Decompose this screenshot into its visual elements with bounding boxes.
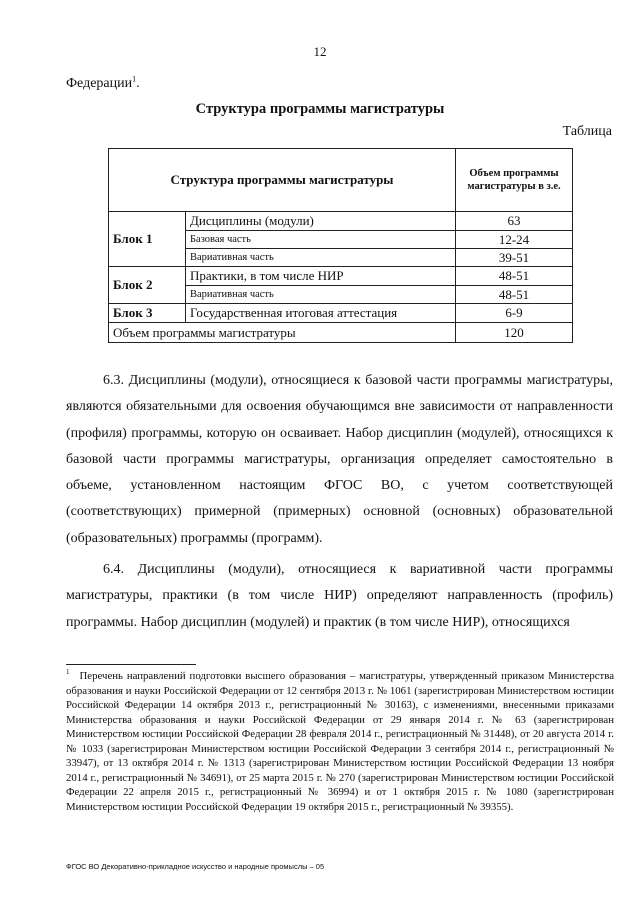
footnote-number: 1 [66,668,70,677]
footnote [66,669,614,814]
continuation-tail: . [136,76,140,91]
header-volume: Объем программы магистратуры в з.е. [456,149,573,212]
row-name: Дисциплины (модули) [186,212,456,231]
table-caption: Таблица [562,124,612,139]
row-name: Вариативная часть [186,249,456,267]
row-value: 63 [456,212,573,231]
row-value: 6-9 [456,304,573,323]
row-value: 48-51 [456,286,573,304]
row-name: Государственная итоговая аттестация [186,304,456,323]
block-label: Блок 1 [109,212,186,267]
table-header-row [109,149,573,212]
block-label: Блок 3 [109,304,186,323]
table-row [109,267,573,286]
section-title: Структура программы магистратуры [195,101,445,117]
body-text [66,368,613,641]
total-value: 120 [456,323,573,343]
paragraph-6-4: 6.4. Дисциплины (модули), относящиеся к вариативной части программы магистратуры, практики (в том числе НИР) определяют направленность (профиль) программы. Набор дисциплин (модулей) и практик (в том числе НИР), относящихся [66,562,613,630]
continuation-text: Федерации [66,76,133,91]
table-total-row [109,323,573,343]
continuation-line [66,76,140,92]
page-number: 12 [313,44,327,59]
program-structure-table [108,148,573,343]
table-row [109,212,573,231]
paragraph-6-3: 6.3. Дисциплины (модули), относящиеся к базовой части программы магистратуры, являются обязательными для освоения обучающимся вне зависимости от направленности (профиля) программы, которую он осваивает. Набор дисциплин (модулей), относящихся к базовой части программы магистратуры, организация определяет самостоятельно в объеме, установленном настоящим ФГОС ВО, с учетом соответствующей (соответствующих) примерной (примерных) основной (основных) образовательной (образовательных) программы (программ). [66,373,613,546]
row-name: Вариативная часть [186,286,456,304]
header-structure: Структура программы магистратуры [109,149,456,212]
footnote-text: Перечень направлений подготовки высшего образования – магистратуры, утвержденный приказом Министерства образования и науки Российской Федерации от 12 сентября 2013 г. № 1061 (зарегистрирован Министерством юстиции Российской Федерации 14 октября 2013 г., регистрационный № 30163), с изменениями, внесенными приказами Министерства образования и науки Российской Федерации от 29 января 2014 г. № 63 (зарегистрирован Министерством юстиции Российской Федерации 28 февраля 2014 г., регистрационный № 31448), от 20 августа 2014 г. № 1033 (зарегистрирован Министерством юстиции Российской Федерации 3 сентября 2014 г., регистрационный № 33947), от 13 октября 2014 г. № 1313 (зарегистрирован Министерством юстиции Российской Федерации 13 ноября 2014 г., регистрационный № 34691), от 25 марта 2015 г. № 270 (зарегистрирован Министерством юстиции Российской Федерации 22 апреля 2015 г., регистрационный № 36994) и от 1 октября 2015 г. № 1080 (зарегистрирован Министерством юстиции Российской Федерации 19 октября 2015 г., регистрационный № 39355). [66,670,614,813]
row-name: Базовая часть [186,231,456,249]
page-footer: ФГОС ВО Декоративно-прикладное искусство и народные промыслы – 05 [66,862,325,871]
block-label: Блок 2 [109,267,186,304]
row-value: 12-24 [456,231,573,249]
table-row [109,304,573,323]
footnote-divider [66,664,196,665]
footnote-ref: 1 [132,74,137,84]
row-value: 48-51 [456,267,573,286]
total-label: Объем программы магистратуры [109,323,456,343]
row-name: Практики, в том числе НИР [186,267,456,286]
row-value: 39-51 [456,249,573,267]
